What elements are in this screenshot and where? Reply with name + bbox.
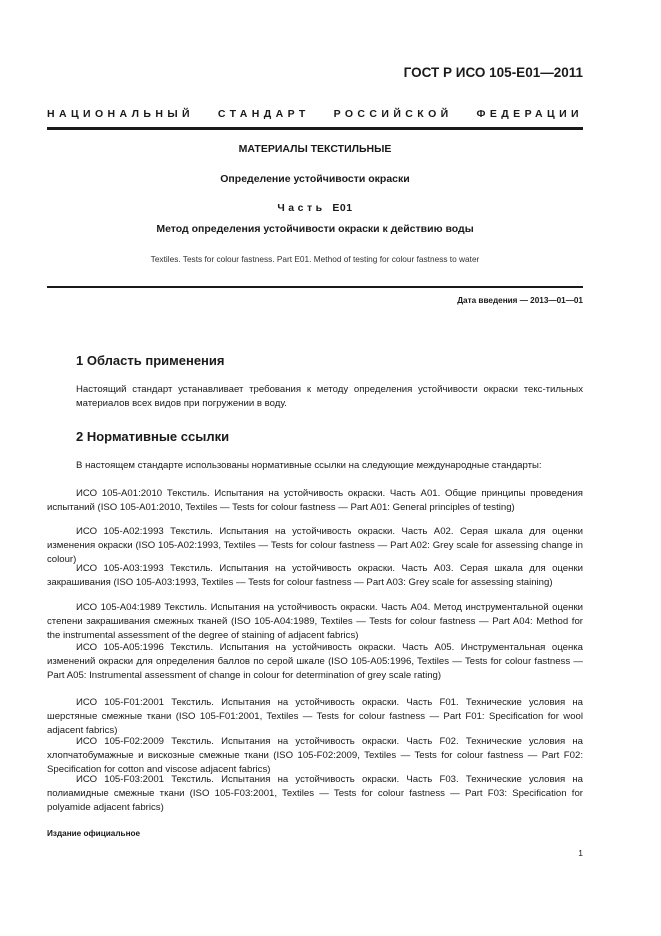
banner-word: НАЦИОНАЛЬНЫЙ [47,108,194,120]
top-rule [47,127,583,130]
section-1-text: Настоящий стандарт устанавливает требования к методу определения устойчивости окраски текс-тильных материалов всех видов при погружении в воду. [76,384,583,409]
title-part [47,202,583,214]
part-word: Часть [277,202,326,214]
section-2-heading: 2 Нормативные ссылки [76,429,230,444]
english-title: Textiles. Tests for colour fastness. Part E01. Method of testing for colour fastness to water [150,254,480,264]
edition-note: Издание официальное [47,829,141,838]
reference-item: ИСО 105-А02:1993 Текстиль. Испытания на устойчивость окраски. Часть А02. Серая шкала для оценки изменения окраски (ISO 105-A02:1993, Textiles — Tests for colour fastness — Part A02: Grey scale for assessing change in colour) [47,526,583,566]
banner-word: РОССИЙСКОЙ [333,108,453,120]
national-standard-banner [47,108,583,120]
reference-item: ИСО 105-А01:2010 Текстиль. Испытания на устойчивость окраски. Часть А01. Общие принципы проведения испытаний (ISO 105-A01:2010, Textiles — Tests for colour fastness — Part A01: General principles of testing) [47,488,583,514]
title-subject: Определение устойчивости окраски [220,173,410,185]
title-main: МАТЕРИАЛЫ ТЕКСТИЛЬНЫЕ [238,143,392,155]
title-method: Метод определения устойчивости окраски к действию воды [156,223,474,235]
reference-item: ИСО 105-F02:2009 Текстиль. Испытания на устойчивость окраски. Часть F02. Технические условия на хлопчатобумажные и вискозные смежные ткани (ISO 105-F02:2009, Textiles — Tests for colour fastness — Part F02: Specification for cotton and viscose adjacent fabrics) [47,736,583,776]
part-code: Е01 [332,202,353,214]
document-number: ГОСТ Р ИСО 105-Е01—2011 [403,65,583,80]
introduction-date: Дата введения — 2013—01—01 [457,296,583,305]
banner-word: ФЕДЕРАЦИИ [476,108,583,120]
page-number: 1 [578,848,583,858]
reference-item: ИСО 105-А05:1996 Текстиль. Испытания на устойчивость окраски. Часть А05. Инструментальная оценка изменений окраски для определения баллов по серой шкале (ISO 105-A05:1996, Textiles — Tests for colour fastness — Part A05: Instrumental assessment of change in colour for determination of grey scale rating) [47,642,583,682]
section-1-heading: 1 Область применения [76,353,225,368]
reference-item: ИСО 105-F03:2001 Текстиль. Испытания на устойчивость окраски. Часть F03. Технические условия на полиамидные смежные ткани (ISO 105-F03:2001, Textiles — Tests for colour fastness — Part F03: Specification for polyamide adjacent fabrics) [47,774,583,814]
reference-item: ИСО 105-А03:1993 Текстиль. Испытания на устойчивость окраски. Часть А03. Серая шкала для оценки закрашивания (ISO 105-A03:1993, Textiles — Tests for colour fastness — Part A03: Grey scale for assessing staining) [47,563,583,589]
reference-item: ИСО 105-F01:2001 Текстиль. Испытания на устойчивость окраски. Часть F01. Технические условия на шерстяные смежные ткани (ISO 105-F01:2001, Textiles — Tests for colour fastness — Part F01: Specification for wool adjacent fabrics) [47,697,583,737]
title-rule [47,286,583,288]
reference-item: ИСО 105-А04:1989 Текстиль. Испытания на устойчивость окраски. Часть А04. Метод инструментальной оценки степени закрашивания смежных тканей (ISO 105-A04:1989, Textiles — Tests for colour fastness — Part A04: Method for the instrumental assessment of the degree of staining of adjacent fabrics) [47,602,583,642]
banner-word: СТАНДАРТ [217,108,310,120]
section-2-intro: В настоящем стандарте использованы нормативные ссылки на следующие международные стандарты: [76,460,542,471]
